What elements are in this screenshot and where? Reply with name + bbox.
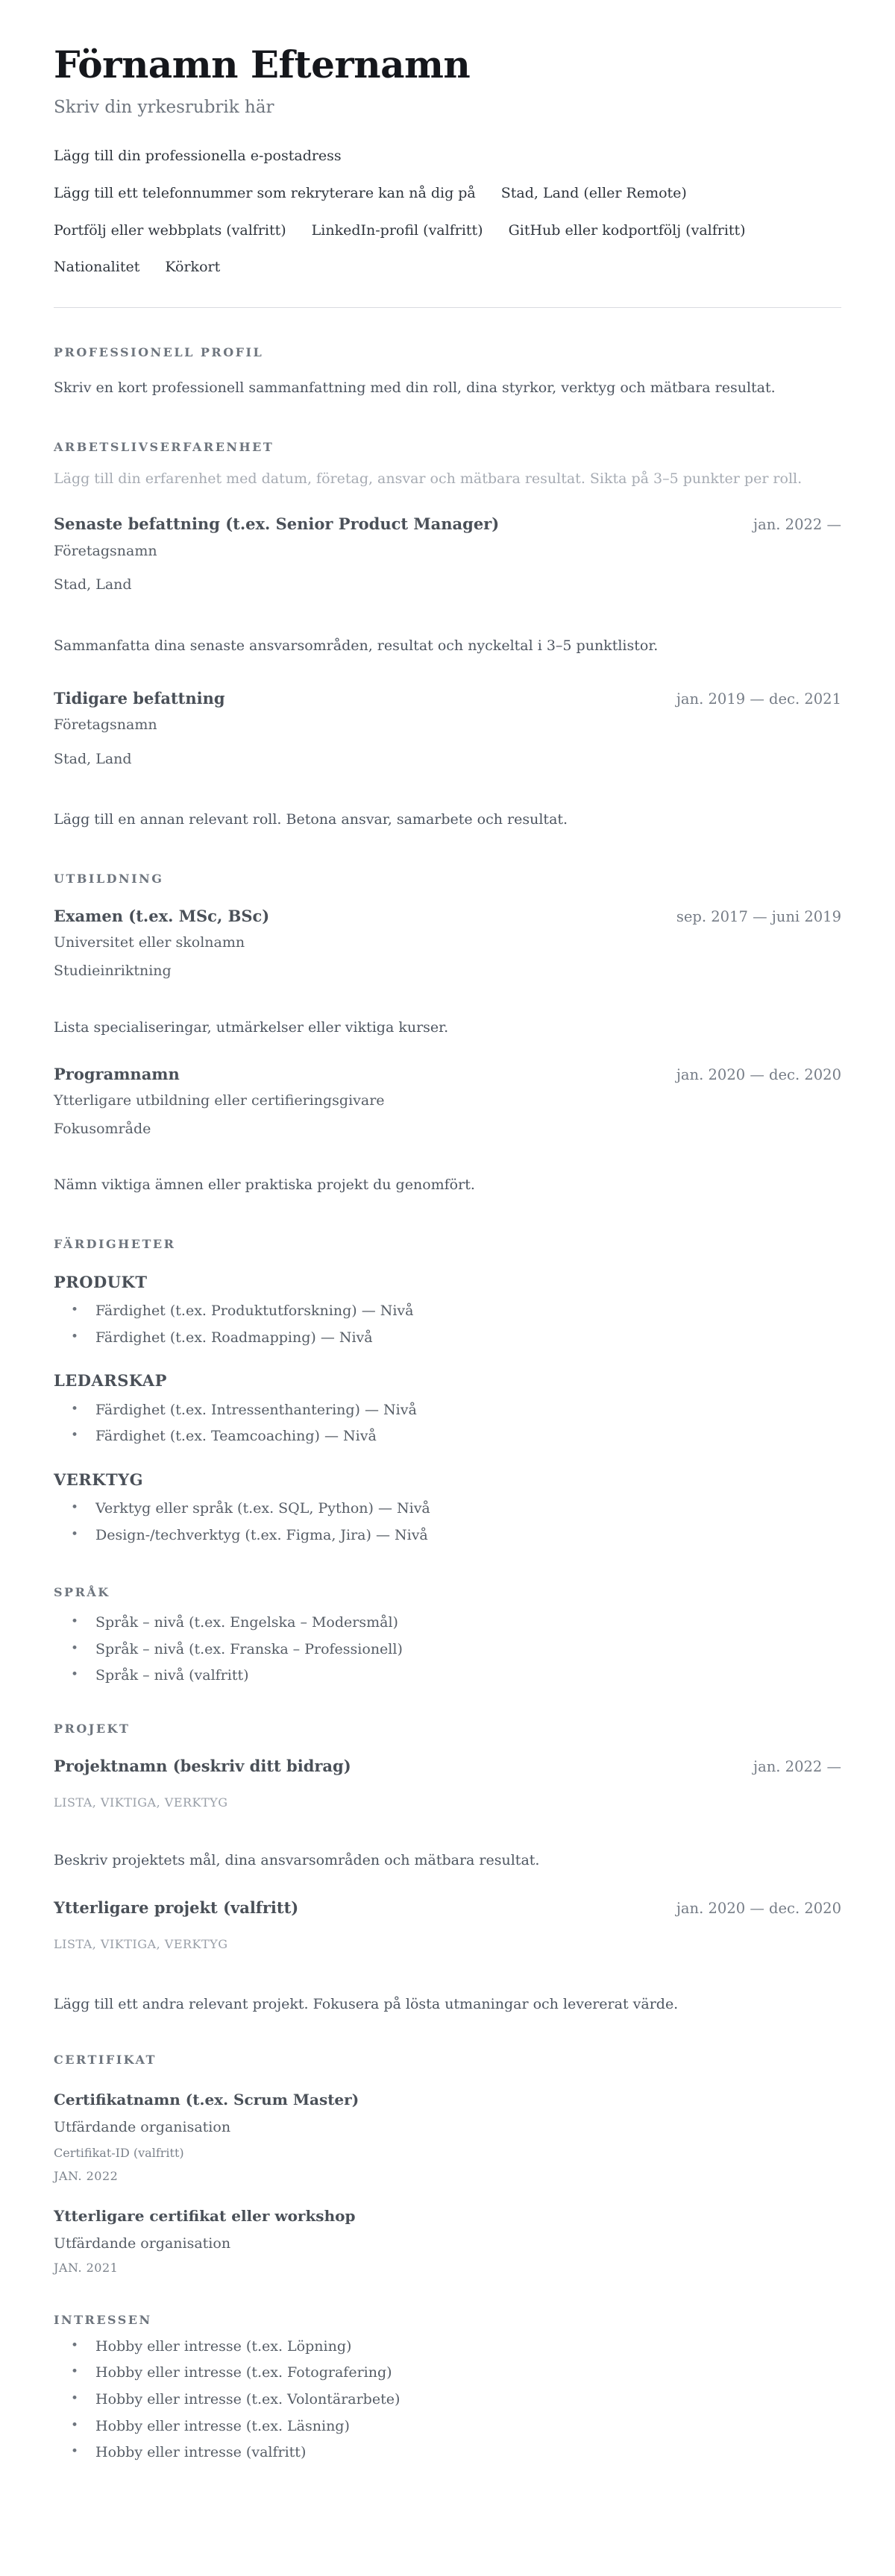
language-item: • Språk – nivå (t.ex. Engelska – Modersmål): [54, 1613, 841, 1633]
section-heading-languages: SPRÅK: [54, 1584, 110, 1599]
nationality-placeholder: Nationalitet: [54, 259, 140, 276]
project-summary: Lägg till ett andra relevant projekt. Fokusera på lösta utmaningar och levererat värde.: [54, 1996, 679, 2013]
project-dates: jan. 2020 — dec. 2020: [676, 1899, 841, 1917]
education-dates: jan. 2020 — dec. 2020: [676, 1065, 841, 1083]
education-title: Examen (t.ex. MSc, BSc): [54, 906, 270, 925]
resume-header: [54, 43, 841, 308]
skill-item: • Färdighet (t.ex. Roadmapping) — Nivå: [54, 1329, 841, 1348]
skill-list: [54, 1499, 841, 1545]
job-header: [54, 688, 841, 709]
skills-group-leadership: [54, 1370, 841, 1446]
certificate-issuer: Utfärdande organisation: [54, 2235, 231, 2252]
drivers-license-placeholder: Körkort: [165, 259, 221, 276]
interest-item: • Hobby eller intresse (valfritt): [54, 2443, 841, 2463]
education-entry: [54, 1064, 841, 1200]
project-title: Projektnamn (beskriv ditt bidrag): [54, 1756, 351, 1775]
section-heading-interests: INTRESSEN: [54, 2313, 152, 2328]
section-projects: [54, 1721, 841, 2018]
section-heading-projects: PROJEKT: [54, 1722, 131, 1736]
skills-group-title: PRODUKT: [54, 1272, 148, 1291]
section-languages: [54, 1584, 841, 1687]
linkedin-placeholder: LinkedIn-profil (valfritt): [311, 221, 483, 239]
education-summary: Lista specialiseringar, utmärkelser eller viktiga kurser.: [54, 1018, 449, 1036]
language-item: • Språk – nivå (valfritt): [54, 1666, 841, 1686]
job-company: Företagsnamn: [54, 542, 157, 559]
skill-item: • Design-/techverktyg (t.ex. Figma, Jira) — Nivå: [54, 1526, 841, 1546]
project-entry: [54, 1756, 841, 1875]
job-dates: jan. 2019 — dec. 2021: [676, 690, 841, 708]
interest-item: • Hobby eller intresse (t.ex. Fotografering): [54, 2364, 841, 2383]
section-heading-profile: PROFESSIONELL PROFIL: [54, 344, 264, 359]
education-summary: Nämn viktiga ämnen eller praktiska projekt du genomfört.: [54, 1177, 475, 1194]
language-list: [54, 1613, 841, 1686]
project-dates: jan. 2022 —: [753, 1757, 841, 1775]
candidate-name: Förnamn Efternamn: [54, 42, 471, 86]
project-header: [54, 1898, 841, 1918]
contact-row-phone-location: [54, 184, 841, 204]
skill-list: [54, 1401, 841, 1446]
section-skills: [54, 1236, 841, 1545]
certificate-issuer: Utfärdande organisation: [54, 2118, 231, 2135]
education-school: Universitet eller skolnamn: [54, 934, 245, 951]
contact-row-links: [54, 221, 841, 241]
language-item: • Språk – nivå (t.ex. Franska – Professionell): [54, 1640, 841, 1660]
education-school: Ytterligare utbildning eller certifieringsgivare: [54, 1092, 385, 1109]
interest-item: • Hobby eller intresse (t.ex. Löpning): [54, 2337, 841, 2357]
interest-list: [54, 2337, 841, 2463]
section-education: [54, 871, 841, 1199]
professional-title-placeholder: Skriv din yrkesrubrik här: [54, 97, 274, 117]
education-entry: [54, 906, 841, 1042]
certificate-date: JAN. 2022: [54, 2168, 119, 2183]
project-title: Ytterligare projekt (valfritt): [54, 1898, 299, 1917]
section-heading-education: UTBILDNING: [54, 872, 164, 887]
skills-group-title: LEDARSKAP: [54, 1371, 167, 1391]
project-tags: LISTA, VIKTIGA, VERKTYG: [54, 1795, 228, 1810]
section-heading-certificates: CERTIFIKAT: [54, 2053, 157, 2068]
education-focus: Fokusområde: [54, 1120, 151, 1137]
job-title: Senaste befattning (t.ex. Senior Product Manager): [54, 514, 500, 534]
contact-row-misc: [54, 258, 841, 277]
section-heading-experience: ARBETSLIVSERFARENHET: [54, 439, 274, 454]
section-professional-profile: [54, 344, 841, 402]
job-summary: Lägg till en annan relevant roll. Betona ansvar, samarbete och resultat.: [54, 811, 568, 828]
education-header: [54, 906, 841, 927]
certificate-name: Certifikatnamn (t.ex. Scrum Master): [54, 2090, 359, 2109]
job-location: Stad, Land: [54, 750, 132, 767]
project-entry: [54, 1898, 841, 2019]
interest-item: • Hobby eller intresse (t.ex. Volontärarbete): [54, 2390, 841, 2410]
certificate-entry: [54, 2089, 841, 2185]
skills-group-tools: [54, 1470, 841, 1546]
certificate-entry: [54, 2205, 841, 2276]
experience-placeholder: Lägg till din erfarenhet med datum, företag, ansvar och mätbara resultat. Sikta på 3–5 punkter per roll.: [54, 470, 803, 488]
email-placeholder: Lägg till din professionella e-postadress: [54, 148, 342, 165]
skill-item: • Färdighet (t.ex. Teamcoaching) — Nivå: [54, 1427, 841, 1446]
skill-item: • Färdighet (t.ex. Produktutforskning) — Nivå: [54, 1302, 841, 1321]
contact-block: [54, 147, 841, 277]
education-title: Programnamn: [54, 1064, 180, 1083]
header-divider: [54, 307, 841, 308]
github-placeholder: GitHub eller kodportfölj (valfritt): [508, 221, 746, 239]
project-summary: Beskriv projektets mål, dina ansvarsområden och mätbara resultat.: [54, 1852, 540, 1869]
contact-row-email: [54, 147, 841, 166]
section-certificates: [54, 2052, 841, 2276]
certificate-date: JAN. 2021: [54, 2260, 119, 2275]
job-entry: [54, 514, 841, 660]
project-header: [54, 1756, 841, 1777]
skills-group-product: [54, 1272, 841, 1348]
certificate-name: Ytterligare certifikat eller workshop: [54, 2207, 356, 2226]
skill-list: [54, 1302, 841, 1347]
job-company: Företagsnamn: [54, 717, 157, 734]
location-placeholder: Stad, Land (eller Remote): [500, 185, 687, 202]
job-entry: [54, 688, 841, 834]
job-title: Tidigare befattning: [54, 688, 225, 708]
job-header: [54, 514, 841, 535]
phone-placeholder: Lägg till ett telefonnummer som rekryterare kan nå dig på: [54, 185, 476, 202]
job-location: Stad, Land: [54, 576, 132, 593]
job-summary: Sammanfatta dina senaste ansvarsområden, resultat och nyckeltal i 3–5 punktlistor.: [54, 637, 659, 654]
interest-item: • Hobby eller intresse (t.ex. Läsning): [54, 2417, 841, 2437]
section-heading-skills: FÄRDIGHETER: [54, 1237, 176, 1252]
certificate-id: Certifikat-ID (valfritt): [54, 2146, 184, 2161]
skill-item: • Färdighet (t.ex. Intressenthantering) — Nivå: [54, 1401, 841, 1420]
skill-item: • Verktyg eller språk (t.ex. SQL, Python) — Nivå: [54, 1499, 841, 1519]
education-header: [54, 1064, 841, 1085]
profile-summary: Skriv en kort professionell sammanfattning med din roll, dina styrkor, verktyg och mätbara resultat.: [54, 379, 776, 396]
education-dates: sep. 2017 — juni 2019: [676, 907, 841, 925]
education-focus: Studieinriktning: [54, 962, 172, 979]
portfolio-placeholder: Portfölj eller webbplats (valfritt): [54, 221, 286, 239]
section-interests: [54, 2312, 841, 2463]
job-dates: jan. 2022 —: [753, 516, 841, 534]
project-tags: LISTA, VIKTIGA, VERKTYG: [54, 1936, 228, 1951]
section-experience: [54, 439, 841, 834]
skills-group-title: VERKTYG: [54, 1470, 144, 1489]
